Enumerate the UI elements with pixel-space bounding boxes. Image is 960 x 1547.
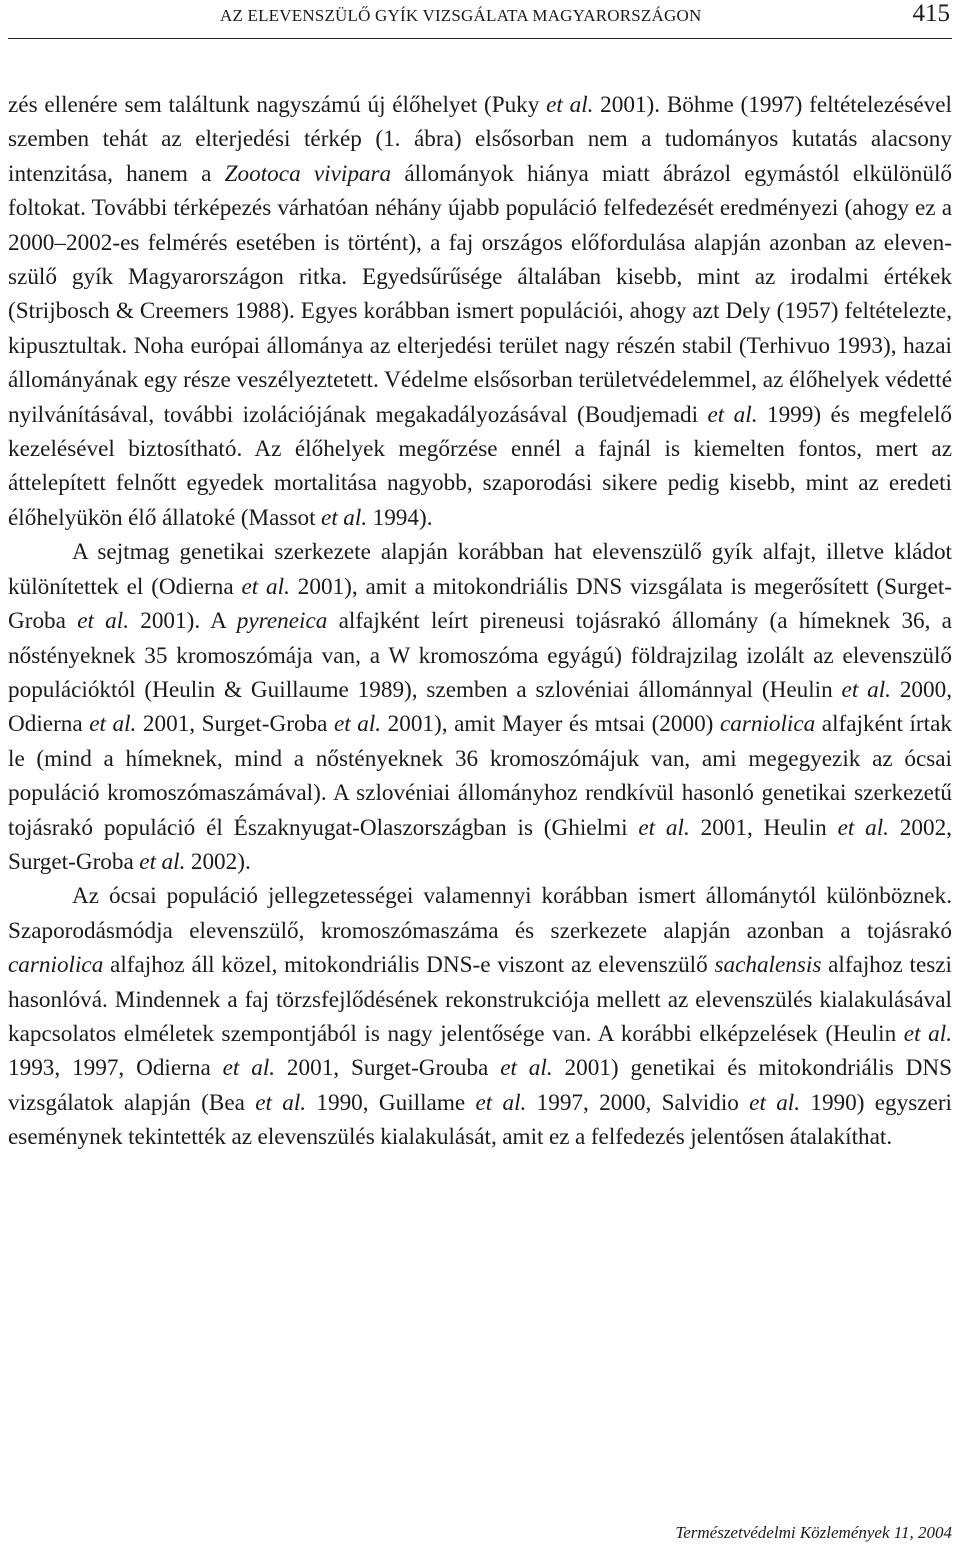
text-run: alfajhoz áll közel, mitokondriális DNS-e viszont az elevenszülő [103,952,715,979]
text-run: 2001, Surget-Groba [136,711,334,738]
text-run: 1990, Guillame [306,1089,476,1116]
italic-text: et al. [139,848,186,875]
text-run: 1990) egyszeri eseménynek tekintették az elevenszülés kialakulását, amit ez a felfedezés jelentősen átalakíthat. [8,1089,952,1151]
text-run: 1997, 2000, Salvidio [526,1089,750,1116]
text-run: 2001) genetikai és mitokondriális DNS vizsgálatok alapján (Bea [8,1055,952,1116]
text-run: 2001, Surget-Grouba [275,1055,501,1082]
text-run: 2001). Böhme (1997) feltételezésével szemben tehát az elterjedési térkép (1. ábra) elsősorban nem a tudományos kutatás alacsony intenzitása, hanem a [8,92,952,187]
paragraph [8,535,952,879]
italic-text: et al. [638,814,690,841]
italic-text: et al. [500,1055,553,1082]
text-run: alfajként írtak le (mind a hímeknek, mind a nőstényeknek 36 kromoszómájuk van, ami megegyezik az ócsai populáció kromoszómaszámával). A szlovéniai állományhoz rendkívül hasonló genetikai szerkezetű tojásrakó populáció él Északnyugat-Olaszországban is (Ghielmi [8,711,952,841]
text-run: állományok hiánya miatt ábrázol egymástól elkülönülő foltokat. További térképezés várhatóan néhány újabb populáció felfedezését eredményezi (ahogy ez a 2000–2002-es felmérés esetében is történt), a faj országos előfordulása alapján azonban az elevenszülő gyík Magyarországon ritka. Egyedsűrűsége általában kisebb, mint az irodalmi értékek (Strijbosch & Creemers 1988). Egyes korábban ismert populációi, ahogy azt Dely (1957) feltételezte, kipusztultak. Noha európai állománya az elterjedési terület nagy részén stabil (Terhivuo 1993), hazai állományának egy része veszélyeztetett. Védelme elsősorban területvédelemmel, az élőhelyek védetté nyilvánításával, további izolációjának megakadályozásával (Boudjemadi [8,160,952,428]
italic-text: Zootoca vivipara [224,160,392,187]
italic-text: et al. [321,504,368,531]
text-run: 2001), amit a mitokondriális DNS vizsgálata is megerősített (Surget-Groba [8,573,952,635]
running-header [8,0,952,39]
text-run: 1999) és megfelelő kezelésével biztosítható. Az élőhelyek megőrzése ennél a fajnál is kiemelten fontos, mert az áttelepített felnőtt egyedek mortalitása nagyobb, szaporodási sikere pedig kisebb, mint az eredeti élőhelyükön élő állatoké (Massot [8,401,953,531]
paragraph [8,879,952,1154]
body-text [8,88,952,1155]
italic-text: et al. [837,814,889,841]
italic-text: et al. [255,1089,307,1116]
text-run: zés ellenére sem találtunk nagyszámú új élőhelyet (Puky [8,92,547,118]
text-run: 1994). [367,504,433,531]
italic-text: sachalensis [714,952,822,979]
italic-text: et al. [707,401,758,428]
italic-text: et al. [903,1020,952,1047]
text-run: alfajként leírt pireneusi tojásrakó állomány (a hímeknek 36, a nőstényeknek 35 kromoszómája van, a W kromoszóma egyágú) földrajzilag izolált az elevenszülő populációktól (Heulin & Guillaume 1989), szemben a szlovéniai állománnyal (Heulin [8,608,952,703]
text-run: 2002). [185,848,251,875]
text-run: 1993, 1997, Odierna [8,1055,223,1082]
running-title: AZ ELEVENSZÜLŐ GYÍK VIZSGÁLATA MAGYARORSZÁGON [220,6,702,25]
running-footer: Természetvédelmi Közlemények 11, 2004 [675,1523,952,1542]
italic-text: et al. [241,573,290,600]
italic-text: et al. [475,1089,527,1116]
text-run: 2001). A [129,608,237,635]
italic-text: et al. [222,1055,276,1082]
text-run: alfajhoz teszi hasonlóvá. Mindennek a faj törzsfejlődésének rekonstrukciója mellett az elevenszülés kialakulásával kapcsolatos elméletek szempontjából is nagy jelentősége van. A korábbi elképzelések (Heulin [8,952,953,1047]
text-run: 2001, Heulin [689,814,838,841]
page-number: 415 [912,0,950,27]
italic-text: et al. [77,608,129,635]
text-run: 2002, Surget-Groba [8,814,952,875]
italic-text: et al. [333,711,382,738]
text-run: A sejtmag genetikai szerkezete alapján korábban hat elevenszülő gyík alfajt, illetve kládot különítettek el (Odierna [8,539,952,600]
italic-text: carniolica [719,711,816,738]
italic-text: et al. [546,92,594,118]
italic-text: et al. [749,1089,801,1116]
paragraph [8,88,952,535]
italic-text: et al. [89,711,137,738]
italic-text: et al. [841,676,891,703]
italic-text: pyreneica [236,608,328,635]
text-run: 2000, Odierna [8,676,952,738]
text-run: 2001), amit Mayer és mtsai (2000) [381,711,720,738]
italic-text: carniolica [8,952,104,979]
text-run: Az ócsai populáció jellegzetességei valamennyi korábban ismert állománytól különböznek. Szaporodásmódja elevenszülő, kromoszómaszáma és szerkezete alapján azonban a tojásrakó [8,883,952,944]
